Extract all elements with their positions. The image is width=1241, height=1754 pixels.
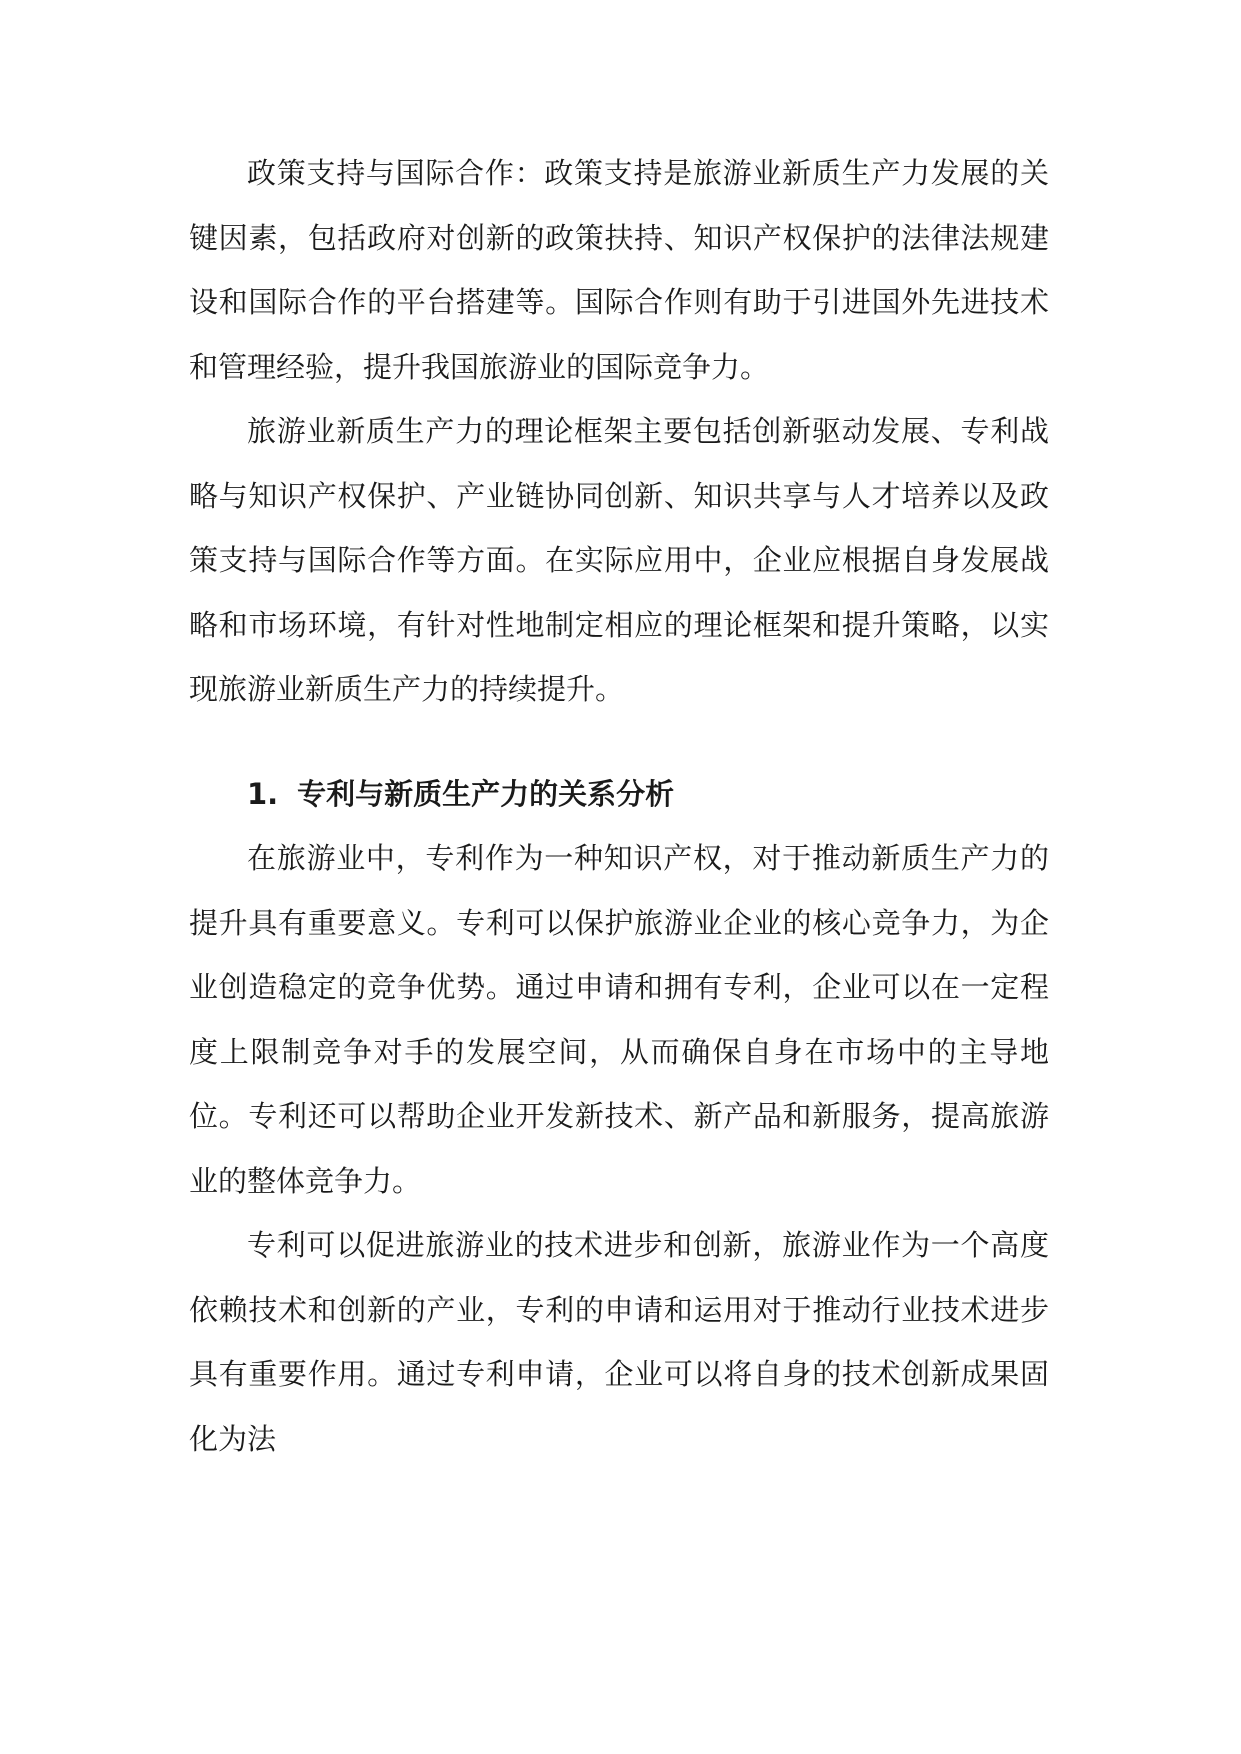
- paragraph-theoretical-framework: 旅游业新质生产力的理论框架主要包括创新驱动发展、专利战略与知识产权保护、产业链协同创新、知识共享与人才培养以及政策支持与国际合作等方面。在实际应用中，企业应根据自身发展战略和市场环境，有针对性地制定相应的理论框架和提升策略，以实现旅游业新质生产力的持续提升。: [189, 414, 1049, 706]
- section-number: 1.: [247, 776, 279, 811]
- paragraph-patent-innovation: 专利可以促进旅游业的技术进步和创新，旅游业作为一个高度依赖技术和创新的产业，专利的申请和运用对于推动行业技术进步具有重要作用。通过专利申请，企业可以将自身的技术创新成果固化为法: [189, 1228, 1049, 1456]
- section-title: 专利与新质生产力的关系分析: [297, 776, 675, 811]
- document-page: [189, 141, 1049, 1471]
- section-heading: [189, 762, 1049, 827]
- paragraph-policy-support: 政策支持与国际合作：政策支持是旅游业新质生产力发展的关键因素，包括政府对创新的政策扶持、知识产权保护的法律法规建设和国际合作的平台搭建等。国际合作则有助于引进国外先进技术和管理经验，提升我国旅游业的国际竞争力。: [189, 156, 1049, 384]
- paragraph-patent-significance: 在旅游业中，专利作为一种知识产权，对于推动新质生产力的提升具有重要意义。专利可以保护旅游业企业的核心竞争力，为企业创造稳定的竞争优势。通过申请和拥有专利，企业可以在一定程度上限制竞争对手的发展空间，从而确保自身在市场中的主导地位。专利还可以帮助企业开发新技术、新产品和新服务，提高旅游业的整体竞争力。: [189, 841, 1049, 1198]
